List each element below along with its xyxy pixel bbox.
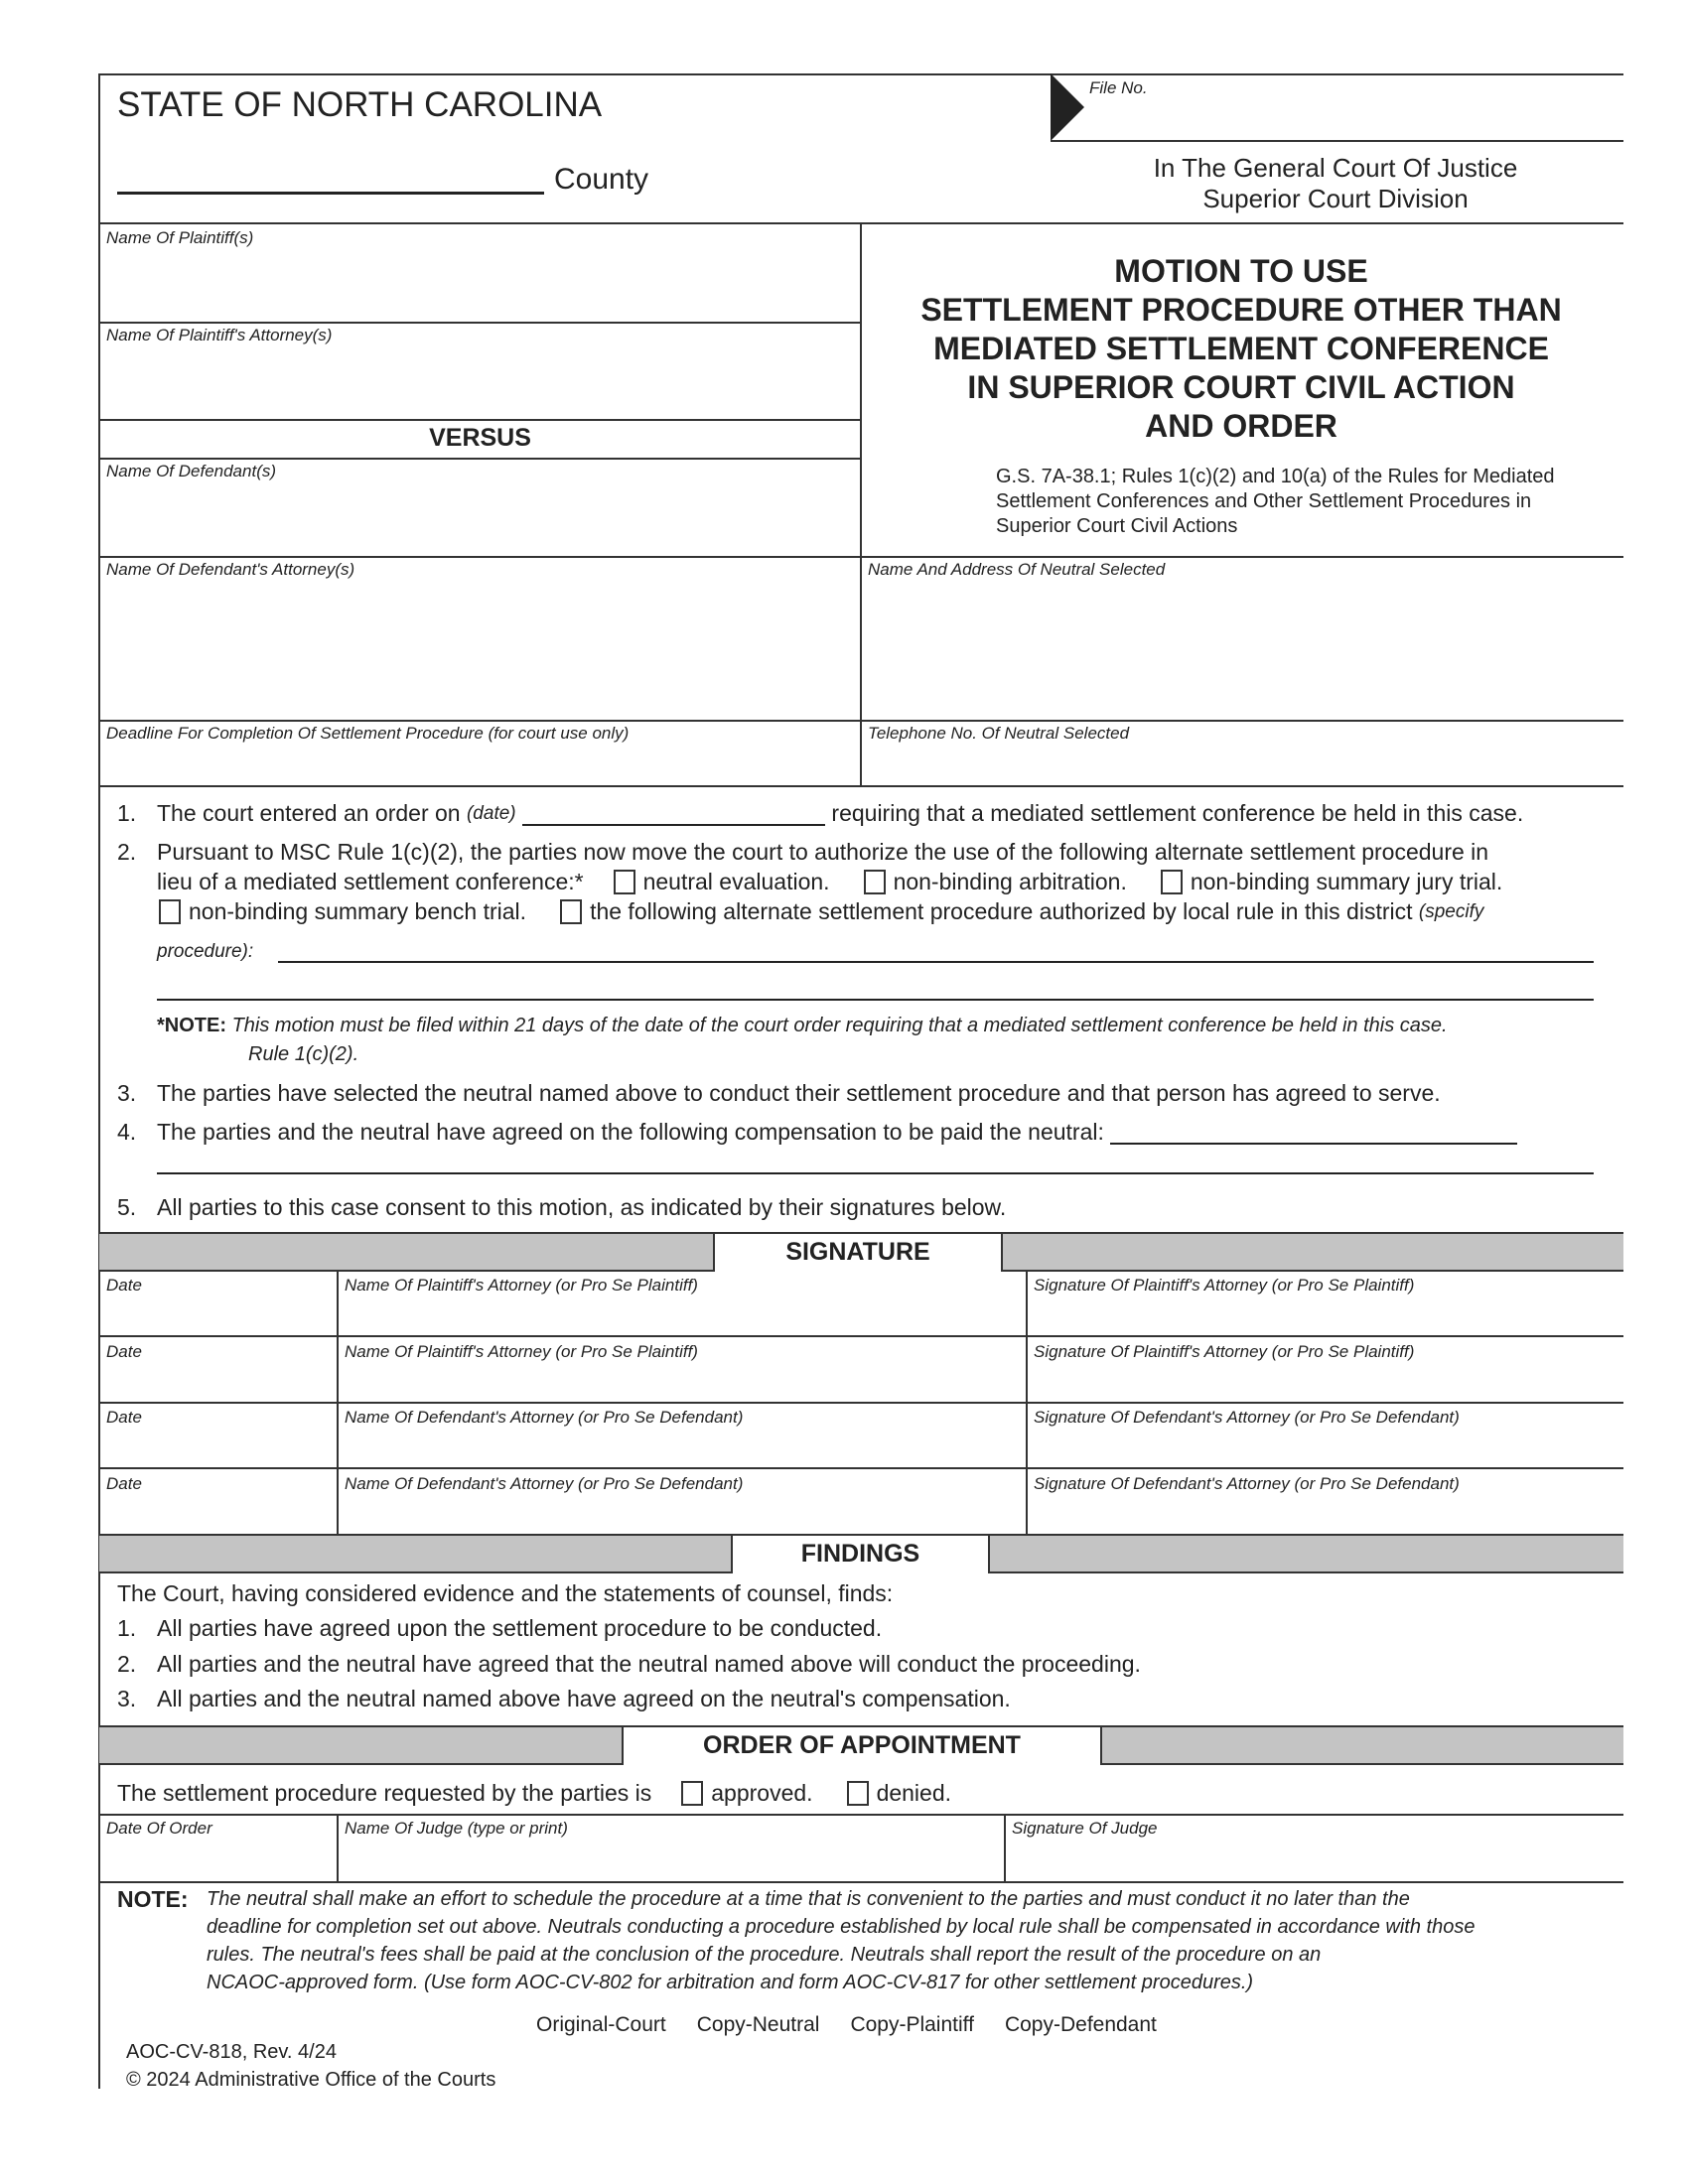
procedure-input-line-2[interactable] <box>157 971 1594 1001</box>
form-number: AOC-CV-818, Rev. 4/24 <box>126 2041 337 2063</box>
column-divider <box>1004 1814 1006 1882</box>
note-line: NCAOC-approved form. (Use form AOC-CV-802 for arbitration and form AOC-CV-817 for other settlement procedures.) <box>207 1972 1254 1993</box>
file-no-input[interactable] <box>1092 95 1618 137</box>
note-label: NOTE: <box>117 1886 189 1912</box>
title-line: SETTLEMENT PROCEDURE OTHER THAN <box>920 292 1562 328</box>
item-1 <box>117 800 1523 827</box>
item-number: 2. <box>117 839 137 865</box>
divider <box>99 720 1623 722</box>
specify-hint: (specify <box>1418 900 1484 922</box>
signature-date-field[interactable]: Date <box>106 1276 142 1295</box>
item-number: 1. <box>117 1615 137 1641</box>
motion-note <box>157 1015 1448 1037</box>
note-text: This motion must be filed within 21 days of the date of the court order requiring that a mediated settlement conference be held in this case. <box>231 1015 1448 1036</box>
versus-label: VERSUS <box>429 424 531 452</box>
item-text: The court entered an order on <box>157 800 461 826</box>
item-2 <box>117 839 1488 866</box>
item-4 <box>117 1119 1517 1146</box>
file-no-arrow-icon <box>1051 73 1084 141</box>
item-number: 2. <box>117 1651 137 1677</box>
divider <box>99 1467 1623 1469</box>
divider <box>861 556 1623 558</box>
item-number: 3. <box>117 1080 137 1106</box>
summary-bench-trial-checkbox[interactable] <box>159 899 181 924</box>
item-number: 3. <box>117 1686 137 1711</box>
neutral-address-label: Name And Address Of Neutral Selected <box>868 560 1166 579</box>
state-heading: STATE OF NORTH CAROLINA <box>117 85 603 124</box>
order-heading: ORDER OF APPOINTMENT <box>622 1725 1102 1765</box>
attorney-name-field[interactable]: Name Of Plaintiff's Attorney (or Pro Se Plaintiff) <box>345 1341 698 1361</box>
option-label: non-binding summary bench trial. <box>189 898 527 924</box>
option-label: non-binding arbitration. <box>893 869 1127 894</box>
item-number: 5. <box>117 1194 137 1220</box>
note-line: deadline for completion set out above. Neutrals conducting a procedure established by local rule shall be compensated in accordance with those <box>207 1916 1476 1938</box>
copy-label: Copy-Plaintiff <box>850 2013 974 2036</box>
divider <box>99 1402 1623 1404</box>
item-3 <box>117 1080 1441 1107</box>
column-divider <box>860 222 862 786</box>
attorney-signature-field[interactable]: Signature Of Plaintiff's Attorney (or Pro Se Plaintiff) <box>1034 1276 1415 1295</box>
copy-distribution <box>536 2013 1157 2037</box>
denied-label: denied. <box>876 1780 952 1806</box>
statute-line: G.S. 7A-38.1; Rules 1(c)(2) and 10(a) of the Rules for Mediated <box>996 466 1555 487</box>
non-binding-arbitration-checkbox[interactable] <box>864 870 886 894</box>
attorney-name-field[interactable]: Name Of Defendant's Attorney (or Pro Se Defendant) <box>345 1473 744 1493</box>
copy-label: Copy-Defendant <box>1004 2013 1157 2036</box>
item-text: requiring that a mediated settlement conference be held in this case. <box>831 800 1524 826</box>
approved-checkbox[interactable] <box>681 1781 703 1806</box>
option-label: the following alternate settlement procedure authorized by local rule in this district <box>590 898 1413 924</box>
attorney-name-field[interactable]: Name Of Defendant's Attorney (or Pro Se Defendant) <box>345 1408 744 1427</box>
statute-reference <box>996 465 1621 539</box>
finding-item <box>117 1651 1141 1678</box>
attorney-name-field[interactable]: Name Of Plaintiff's Attorney (or Pro Se Plaintiff) <box>345 1276 698 1295</box>
neutral-phone-label: Telephone No. Of Neutral Selected <box>868 724 1130 743</box>
item-2-line-3 <box>159 898 1483 925</box>
signature-date-field[interactable]: Date <box>106 1341 142 1361</box>
procedure-input[interactable] <box>278 933 1594 963</box>
copyright: © 2024 Administrative Office of the Courts <box>126 2069 496 2091</box>
signature-bar <box>99 1232 1623 1272</box>
title-line: IN SUPERIOR COURT CIVIL ACTION <box>967 369 1515 405</box>
divider <box>99 1335 1623 1337</box>
copy-label: Original-Court <box>536 2013 666 2036</box>
date-hint: (date) <box>466 802 516 824</box>
signature-date-field[interactable]: Date <box>106 1408 142 1427</box>
divider <box>99 785 1623 787</box>
title-line: AND ORDER <box>1145 408 1337 444</box>
divider <box>99 419 861 421</box>
county-input[interactable] <box>117 149 544 195</box>
order-text: The settlement procedure requested by the parties is <box>117 1780 652 1806</box>
item-number: 1. <box>117 800 137 826</box>
defendant-label: Name Of Defendant(s) <box>106 462 277 480</box>
item-text: The parties have selected the neutral named above to conduct their settlement procedure and that person has agreed to serve. <box>157 1080 1441 1106</box>
finding-item <box>117 1686 1011 1712</box>
deadline-label: Deadline For Completion Of Settlement Procedure (for court use only) <box>106 724 630 743</box>
judge-name-field[interactable]: Name Of Judge (type or print) <box>345 1819 568 1838</box>
order-decision <box>117 1780 951 1807</box>
item-text: Pursuant to MSC Rule 1(c)(2), the parties now move the court to authorize the use of the following alternate settlement procedure in <box>157 839 1489 865</box>
statute-line: Settlement Conferences and Other Settlement Procedures in <box>996 490 1532 512</box>
note-line: The neutral shall make an effort to schedule the procedure at a time that is convenient to the parties and must conduct it no later than the <box>207 1888 1410 1910</box>
defendant-attorney-label: Name Of Defendant's Attorney(s) <box>106 560 355 579</box>
order-bar <box>99 1725 1623 1765</box>
neutral-evaluation-checkbox[interactable] <box>614 870 635 894</box>
column-divider <box>337 1271 339 1535</box>
order-date-input[interactable] <box>522 802 825 826</box>
local-rule-procedure-checkbox[interactable] <box>560 899 582 924</box>
summary-jury-trial-checkbox[interactable] <box>1161 870 1183 894</box>
divider <box>99 458 861 460</box>
column-divider <box>1026 1271 1028 1535</box>
divider <box>99 1814 1623 1816</box>
divider <box>99 322 861 324</box>
title-line: MEDIATED SETTLEMENT CONFERENCE <box>933 331 1549 366</box>
file-no-label: File No. <box>1089 78 1148 97</box>
note-rule: Rule 1(c)(2). <box>248 1043 359 1065</box>
left-border <box>98 73 100 2089</box>
option-label: neutral evaluation. <box>642 869 830 894</box>
divider <box>99 1881 1623 1883</box>
court-line-1: In The General Court Of Justice <box>1153 153 1518 183</box>
procedure-label: procedure): <box>157 941 254 962</box>
compensation-input[interactable] <box>1110 1121 1517 1145</box>
judge-signature-field[interactable]: Signature Of Judge <box>1012 1819 1158 1838</box>
form-title <box>874 252 1609 446</box>
copy-label: Copy-Neutral <box>696 2013 820 2036</box>
attorney-signature-field[interactable]: Signature Of Defendant's Attorney (or Pro Se Defendant) <box>1034 1473 1460 1493</box>
findings-heading: FINDINGS <box>731 1534 990 1573</box>
item-5 <box>117 1194 1006 1221</box>
item-2-line-2 <box>157 869 1502 895</box>
court-line-2: Superior Court Division <box>1202 184 1469 213</box>
signature-heading: SIGNATURE <box>713 1232 1003 1272</box>
finding-item <box>117 1615 882 1642</box>
plaintiff-label: Name Of Plaintiff(s) <box>106 228 254 247</box>
note-line: rules. The neutral's fees shall be paid at the conclusion of the procedure. Neutrals shall report the result of the procedure on an <box>207 1944 1322 1966</box>
file-no-line <box>1051 140 1623 142</box>
note-label: *NOTE: <box>157 1015 226 1036</box>
date-of-order-field[interactable]: Date Of Order <box>106 1819 212 1838</box>
item-text: All parties have agreed upon the settlement procedure to be conducted. <box>157 1615 883 1641</box>
findings-intro: The Court, having considered evidence and the statements of counsel, finds: <box>117 1580 894 1606</box>
compensation-input-line-2[interactable] <box>157 1145 1594 1174</box>
statute-line: Superior Court Civil Actions <box>996 515 1238 537</box>
option-label: non-binding summary jury trial. <box>1190 869 1503 894</box>
item-text: The parties and the neutral have agreed on the following compensation to be paid the neutral: <box>157 1119 1104 1145</box>
county-label: County <box>554 163 649 196</box>
item-text: All parties and the neutral have agreed that the neutral named above will conduct the proceeding. <box>157 1651 1141 1677</box>
plaintiff-attorney-label: Name Of Plaintiff's Attorney(s) <box>106 326 333 344</box>
title-line: MOTION TO USE <box>1114 253 1368 289</box>
findings-bar <box>99 1534 1623 1573</box>
top-border <box>99 73 1623 75</box>
column-divider <box>337 1814 339 1882</box>
attorney-signature-field[interactable]: Signature Of Defendant's Attorney (or Pro Se Defendant) <box>1034 1408 1460 1427</box>
item-text: All parties to this case consent to this motion, as indicated by their signatures below. <box>157 1194 1007 1220</box>
denied-checkbox[interactable] <box>847 1781 869 1806</box>
item-number: 4. <box>117 1119 137 1145</box>
signature-date-field[interactable]: Date <box>106 1473 142 1493</box>
attorney-signature-field[interactable]: Signature Of Plaintiff's Attorney (or Pro Se Plaintiff) <box>1034 1341 1415 1361</box>
approved-label: approved. <box>711 1780 813 1806</box>
item-text: lieu of a mediated settlement conference:* <box>157 869 584 894</box>
divider <box>99 556 861 558</box>
item-text: All parties and the neutral named above have agreed on the neutral's compensation. <box>157 1686 1011 1711</box>
